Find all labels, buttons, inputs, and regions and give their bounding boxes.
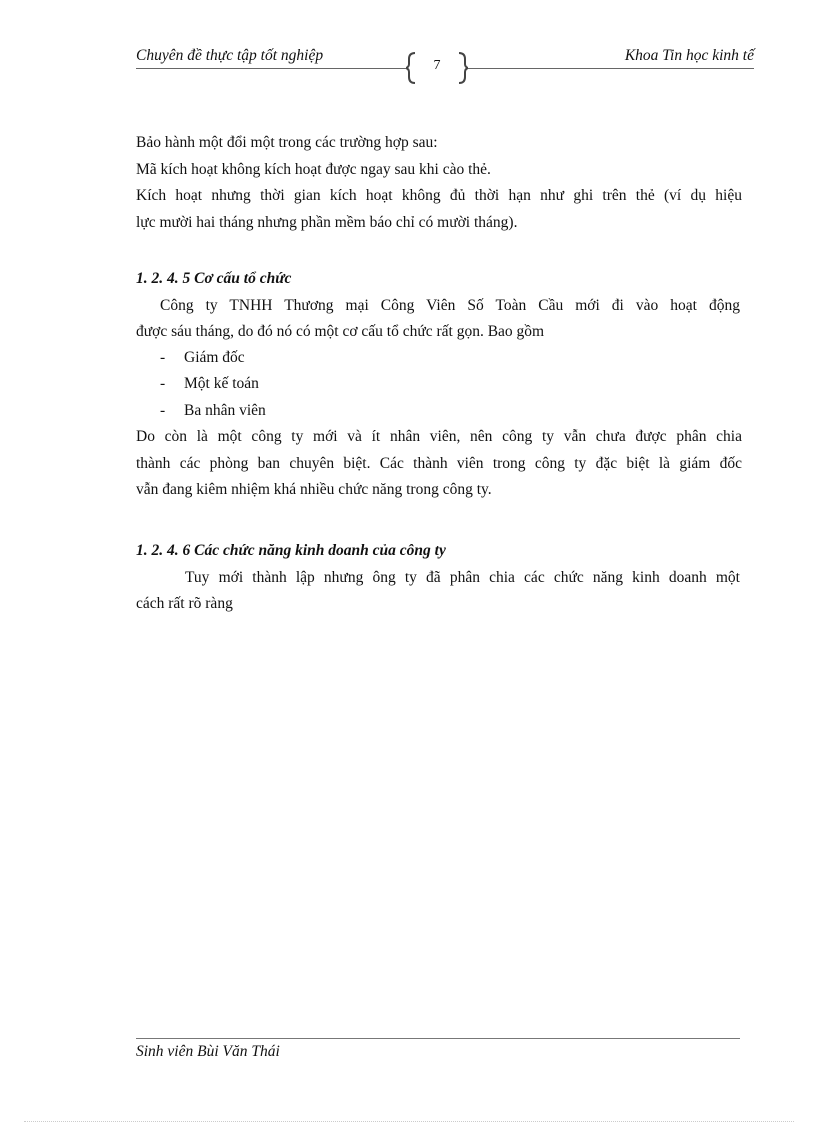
- intro-line-4: lực mười hai tháng nhưng phần mềm báo chỉ có mười tháng).: [136, 214, 518, 231]
- header-title-right: Khoa Tin học kinh tế: [624, 47, 754, 64]
- section6-para1-line1: Tuy mới thành lập nhưng ông ty đã phân chia các chức năng kinh doanh một: [185, 569, 740, 586]
- page-bottom-border: [24, 1121, 794, 1122]
- section-heading-6: 1. 2. 4. 6 Các chức năng kinh doanh của công ty: [136, 542, 446, 559]
- section5-para2-line1: Do còn là một công ty mới và ít nhân viên, nên công ty vẫn chưa được phân chia: [136, 428, 742, 445]
- section5-para2-line3: vẫn đang kiêm nhiệm khá nhiều chức năng trong công ty.: [136, 481, 492, 498]
- bullet-marker: -: [160, 402, 166, 419]
- section6-para1-line2: cách rất rõ ràng: [136, 595, 233, 612]
- page-number: 7: [433, 58, 441, 73]
- section5-para1-line1: Công ty TNHH Thương mại Công Viên Số Toàn Cầu mới đi vào hoạt động: [160, 297, 740, 314]
- header-rule-left: [136, 68, 408, 69]
- header-title-left: Chuyên đề thực tập tốt nghiệp: [136, 47, 324, 64]
- page-number-box: [406, 50, 468, 86]
- footer-author: Sinh viên Bùi Văn Thái: [136, 1043, 280, 1060]
- list-item: Ba nhân viên: [184, 402, 266, 419]
- section-heading-5: 1. 2. 4. 5 Cơ cấu tổ chức: [136, 270, 292, 287]
- section5-para1-line2: được sáu tháng, do đó nó có một cơ cấu tổ chức rất gọn. Bao gồm: [136, 323, 545, 340]
- section5-para2-line2: thành các phòng ban chuyên biệt. Các thành viên trong công ty đặc biệt là giám đốc: [136, 455, 742, 472]
- bullet-marker: -: [160, 375, 166, 392]
- intro-line-2: Mã kích hoạt không kích hoạt được ngay sau khi cào thẻ.: [136, 161, 491, 178]
- footer-rule: [136, 1038, 740, 1039]
- header-rule-right: [468, 68, 754, 69]
- bullet-marker: -: [160, 349, 166, 366]
- intro-line-3: Kích hoạt nhưng thời gian kích hoạt không đủ thời hạn như ghi trên thẻ (ví dụ hiệu: [136, 187, 742, 204]
- list-item: Một kế toán: [184, 375, 259, 392]
- list-item: Giám đốc: [184, 349, 245, 366]
- intro-line-1: Bảo hành một đổi một trong các trường hợp sau:: [136, 134, 438, 151]
